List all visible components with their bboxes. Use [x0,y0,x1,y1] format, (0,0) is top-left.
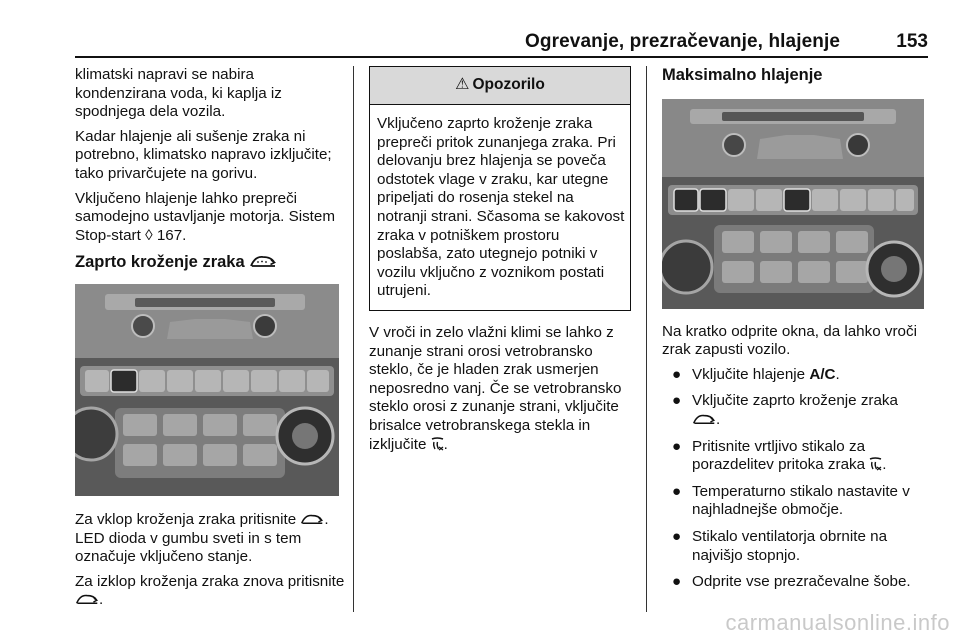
list-item: ● Stikalo ventilatorja obrnite na najvišjo stopnjo. [672,527,888,564]
page-reference: 167. [152,226,187,244]
column-2 [369,66,631,460]
header-rule [75,56,928,58]
bullet-icon: ● [672,437,682,455]
paragraph: Za vklop kroženja zraka pritisnite . LED dioda v gumbu sveti in s tem označuje vključeno stanje. [75,510,329,566]
climate-panel-photo [75,284,339,496]
warning-triangle-icon: ⚠ [455,76,470,94]
page-header [75,0,928,58]
paragraph: Kadar hlajenje ali sušenje zraka ni potrebno, klimatsko napravo izključite; tako privarčujete na gorivu. [75,127,332,182]
paragraph: klimatski napravi se nabira kondenzirana voda, ki kaplja iz spodnjega dela vozila. [75,66,282,121]
recirculation-icon [75,593,99,605]
windshield-defrost-icon [869,457,882,471]
recirculation-icon [692,413,716,425]
bullet-icon: ● [672,527,682,545]
page-number: 153 [896,31,928,52]
column-divider [353,66,354,612]
list-item: ● Vključite hlajenje A/C. [672,365,840,383]
section-heading: Zaprto kroženje zraka [75,253,347,272]
page-ref-icon: ◊ [145,226,153,244]
recirculation-icon [300,513,324,525]
column-3 [662,66,928,600]
column-1 [75,66,347,616]
warning-body: Vključeno zaprto kroženje zraka prepreči pritok zunanjega zraka. Pri delovanju brez hlajenja se poveča odstotek vlage v zraku, kar utegne pripeljati do rosenja stekel na notranji strani. Sčasoma se kakovost zraka v potniškem prostoru poslabša, zato utegnejo potniki v vozilu vključno z voznikom postati utrujeni. [377,115,625,300]
warning-title: Opozorilo [472,76,545,94]
bullet-icon: ● [672,573,682,591]
list-item: ● Odprite vse prezračevalne šobe. [672,573,911,591]
recirculation-icon [249,254,277,268]
paragraph: Na kratko odprite okna, da lahko vroči zrak zapusti vozilo. [662,322,917,359]
bullet-icon: ● [672,392,682,410]
column-divider [646,66,647,612]
windshield-defrost-icon [431,437,444,451]
paragraph: Vključeno hlajenje lahko prepreči samodejno ustavljanje motorja. Sistem Stop-start ◊ 167. [75,189,335,244]
paragraph: V vroči in zelo vlažni klimi se lahko z zunanje strani orosi vetrobransko steklo, če je hladen zrak usmerjen neposredno vanj. Če se vetrobransko steklo orosi z zunanje strani, vključite brisalce vetrobranskega stekla in izključite . [369,323,622,453]
warning-box [369,66,631,311]
bullet-icon: ● [672,365,682,383]
warning-header [370,67,630,105]
page-title: Ogrevanje, prezračevanje, hlajenje [525,31,840,52]
climate-panel-photo [662,99,924,309]
list-item: ● Pritisnite vrtljivo stikalo za porazdelitev pritoka zraka . [672,437,887,474]
list-item: ● Vključite zaprto kroženje zraka . [672,392,898,428]
section-heading: Maksimalno hlajenje [662,66,823,84]
watermark: carmanualsonline.info [725,610,950,635]
list-item: ● Temperaturno stikalo nastavite v najhladnejše območje. [672,482,910,519]
bullet-icon: ● [672,482,682,500]
paragraph: Za izklop kroženja zraka znova pritisnite . [75,572,345,609]
instruction-list [662,366,928,592]
